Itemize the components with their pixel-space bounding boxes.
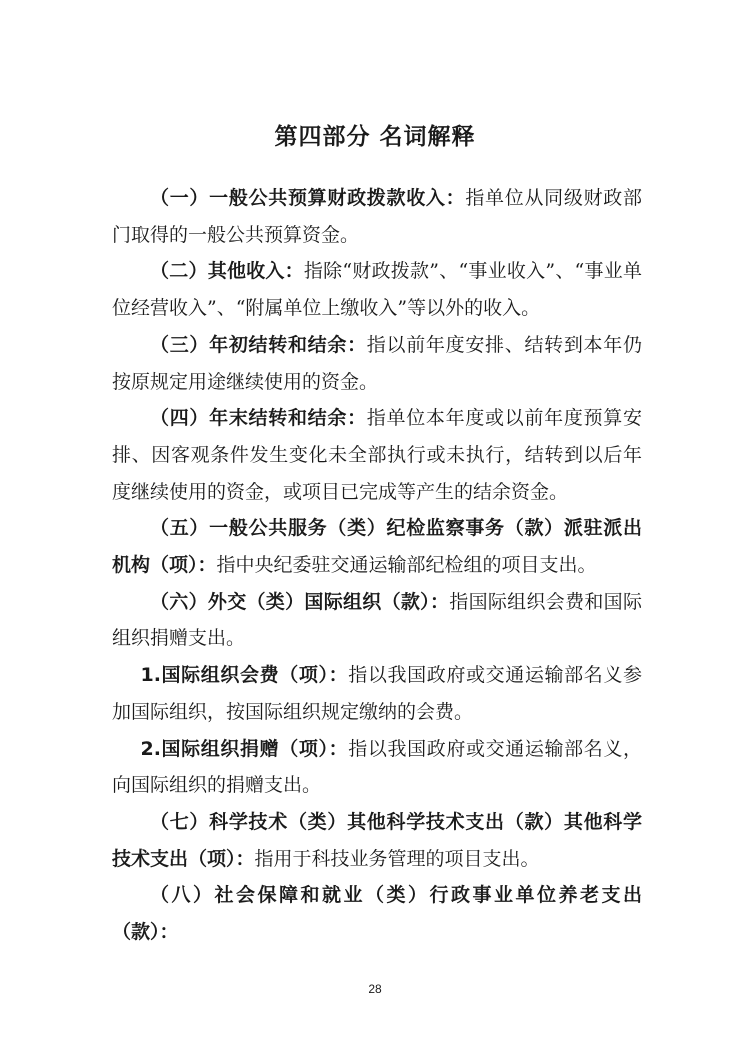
definition-text: 指用于科技业务管理的项目支出。 <box>254 847 540 870</box>
definition-paragraph <box>112 731 642 804</box>
definition-term: 2.国际组织捐赠（项）： <box>140 737 349 760</box>
definition-text: 指单位本年度或以前年度预算安排、因客观条件发生变化未全部执行或未执行，结转到以后年度继续使用的资金，或项目已完成等产生的结余资金。 <box>112 407 642 503</box>
definition-term: （三）年初结转和结余： <box>150 333 367 356</box>
definition-text: 指中央纪委驻交通运输部纪检组的项目支出。 <box>216 554 597 577</box>
page-title: 第四部分 名词解释 <box>274 124 476 150</box>
definition-term: （八）社会保障和就业（类）行政事业单位养老支出（款）： <box>112 884 642 944</box>
definition-term: （二）其他收入： <box>150 260 304 283</box>
definition-text: 指国际组织会费和国际组织捐赠支出。 <box>112 590 642 650</box>
definition-term: （五）一般公共服务（类）纪检监察事务（款）派驻派出机构（项）： <box>112 517 642 577</box>
definition-paragraph <box>112 877 642 950</box>
definition-term: （七）科学技术（类）其他科学技术支出（款）其他科学技术支出（项）： <box>112 810 642 870</box>
definition-term: 1.国际组织会费（项）： <box>140 664 349 687</box>
definition-text: 指以我国政府或交通运输部名义参加国际组织，按国际组织规定缴纳的会费。 <box>112 664 642 723</box>
definition-paragraph <box>112 180 642 253</box>
definition-text: 指以前年度安排、结转到本年仍按原规定用途继续使用的资金。 <box>112 333 642 393</box>
definition-text: 指单位从同级财政部门取得的一般公共预算资金。 <box>112 187 642 246</box>
definition-paragraph <box>112 510 642 583</box>
page-number: 28 <box>368 982 382 996</box>
definition-paragraph <box>112 327 642 400</box>
definition-text: 指以我国政府或交通运输部名义，向国际组织的捐赠支出。 <box>112 737 642 797</box>
definition-term: （四）年末结转和结余： <box>150 407 367 430</box>
definition-paragraph <box>112 584 642 657</box>
definition-text: 指除“财政拨款”、“事业收入”、“事业单位经营收入”、“附属单位上缴收入”等以外的收入。 <box>112 260 642 320</box>
definition-paragraph <box>112 804 642 877</box>
definition-term: （六）外交（类）国际组织（款）： <box>150 590 450 613</box>
definition-paragraph <box>112 253 642 326</box>
definitions-body <box>112 180 642 951</box>
definition-term: （一）一般公共预算财政拨款收入： <box>150 187 466 209</box>
definition-paragraph <box>112 400 642 510</box>
definition-paragraph <box>112 657 642 730</box>
